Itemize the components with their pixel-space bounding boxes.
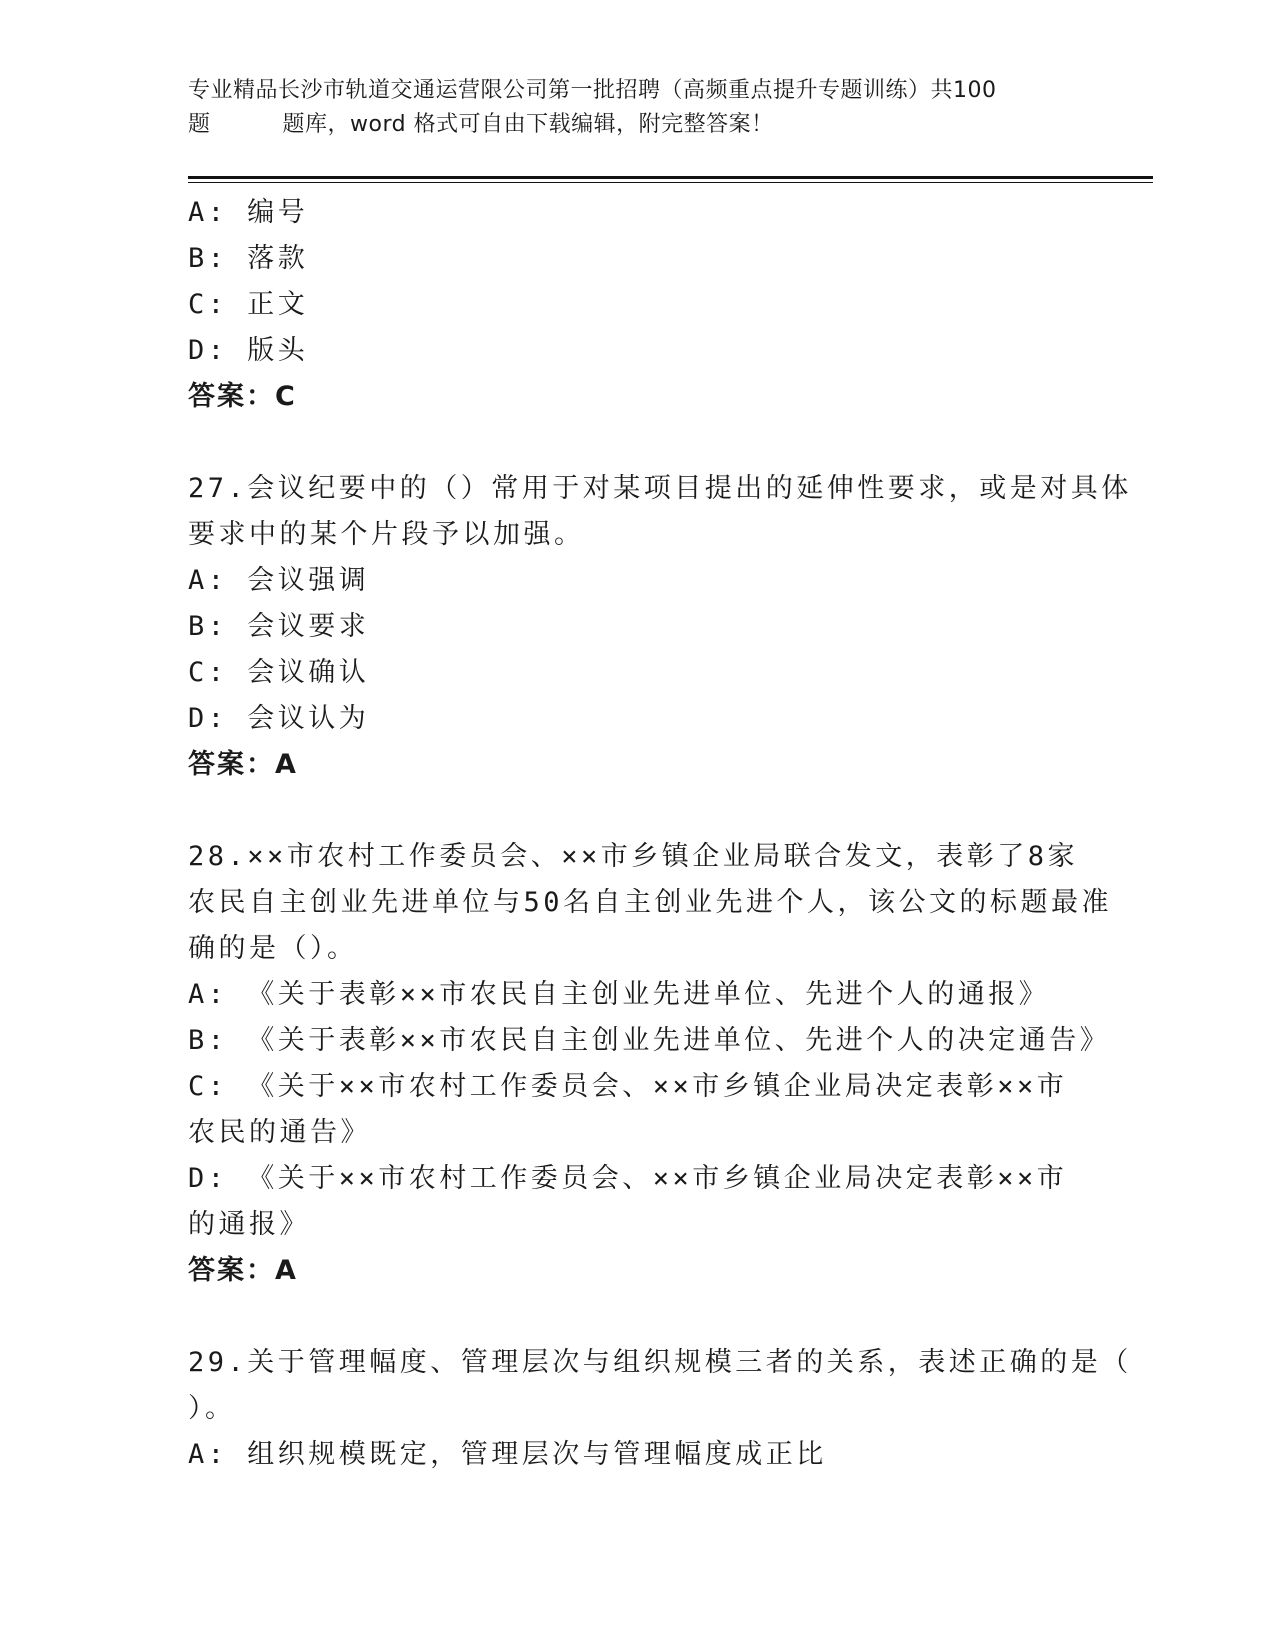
option-a: A: 会议强调: [188, 565, 370, 596]
question-27-stem-line-2: 要求中的某个片段予以加强。: [188, 519, 585, 550]
option-c-continued: 农民的通告》: [188, 1117, 371, 1148]
question-26-answer: 答案：C: [188, 381, 297, 412]
question-26-options: [188, 190, 1088, 374]
question-28-answer: 答案：A: [188, 1255, 298, 1286]
header-rule-thin: [188, 182, 1153, 183]
option-c: C: 正文: [188, 289, 309, 320]
question-29: [188, 1340, 1132, 1478]
option-a: A: 组织规模既定，管理层次与管理幅度成正比: [188, 1439, 827, 1470]
option-a: A: 编号: [188, 197, 309, 228]
option-b: B: 《关于表彰××市农民自主创业先进单位、先进个人的决定通告》: [188, 1025, 1111, 1056]
option-a: A: 《关于表彰××市农民自主创业先进单位、先进个人的通报》: [188, 979, 1050, 1010]
question-28-stem-line-1: 28.××市农村工作委员会、××市乡镇企业局联合发文，表彰了8家: [188, 841, 1079, 872]
question-29-stem-line-2: ）。: [188, 1393, 236, 1424]
header-line-2: [188, 108, 1088, 142]
header-line-1: 专业精品长沙市轨道交通运营限公司第一批招聘（高频重点提升专题训练）共100: [188, 78, 997, 103]
option-d-continued: 的通报》: [188, 1209, 310, 1240]
question-27-stem-line-1: 27.会议纪要中的（）常用于对某项目提出的延伸性要求，或是对具体: [188, 473, 1132, 504]
option-c: C: 《关于××市农村工作委员会、××市乡镇企业局决定表彰××市: [188, 1071, 1068, 1102]
header-line-2-right: 题库，word 格式可自由下载编辑，附完整答案！: [282, 112, 774, 137]
question-28-stem-line-3: 确的是（）。: [188, 933, 358, 964]
header-rule-thick: [188, 176, 1153, 179]
question-28: [188, 834, 1113, 1294]
option-c: C: 会议确认: [188, 657, 370, 688]
header-line-2-left: 题: [188, 112, 211, 137]
option-d: D: 会议认为: [188, 703, 370, 734]
option-d: D: 版头: [188, 335, 309, 366]
document-header: [188, 74, 1088, 142]
question-29-stem-line-1: 29.关于管理幅度、管理层次与组织规模三者的关系，表述正确的是（: [188, 1347, 1132, 1378]
question-27-answer: 答案：A: [188, 749, 298, 780]
option-b: B: 会议要求: [188, 611, 370, 642]
question-28-stem-line-2: 农民自主创业先进单位与50名自主创业先进个人，该公文的标题最准: [188, 887, 1113, 918]
question-27: [188, 466, 1132, 788]
option-b: B: 落款: [188, 243, 309, 274]
question-content: [188, 190, 1132, 1478]
option-d: D: 《关于××市农村工作委员会、××市乡镇企业局决定表彰××市: [188, 1163, 1068, 1194]
